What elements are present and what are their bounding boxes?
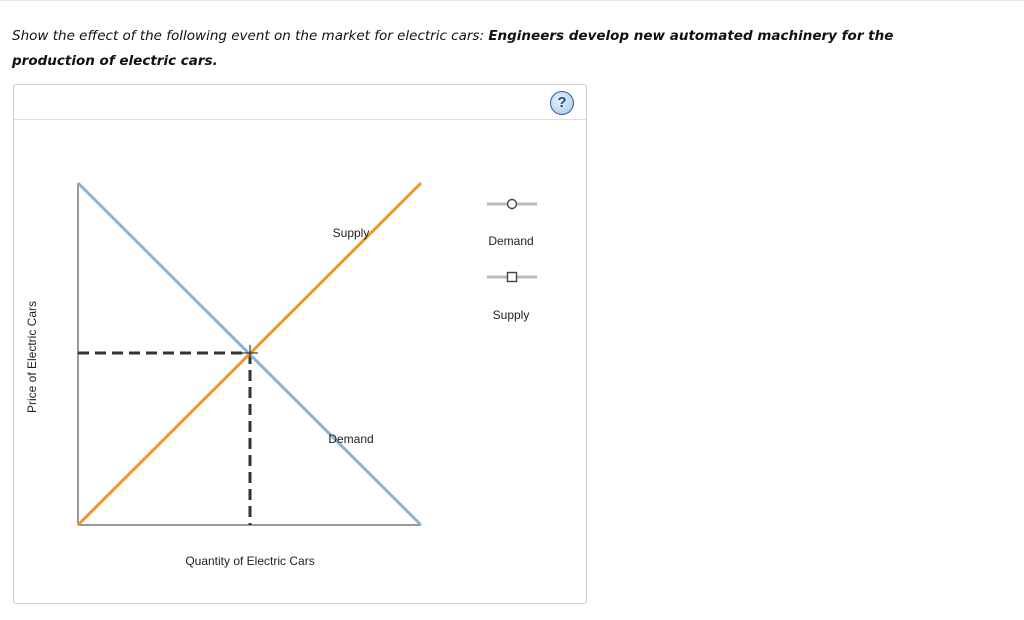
y-axis-label: Price of Electric Cars xyxy=(25,300,39,414)
supply-curve-label: Supply xyxy=(332,226,370,240)
demand-curve-label: Demand xyxy=(328,432,374,446)
question-lead: Show the effect of the following event on the market for electric cars: xyxy=(12,28,485,44)
question-event: Engineers develop new automated machinery for the production of electric cars. xyxy=(12,28,894,69)
demand-tool-handle-icon[interactable] xyxy=(508,200,517,209)
x-axis-label: Quantity of Electric Cars xyxy=(185,554,315,568)
supply-tool-label[interactable]: Supply xyxy=(492,308,530,322)
supply-tool-handle-icon[interactable] xyxy=(508,273,517,282)
demand-tool-label[interactable]: Demand xyxy=(488,234,534,248)
help-button[interactable]: ? xyxy=(550,91,574,115)
